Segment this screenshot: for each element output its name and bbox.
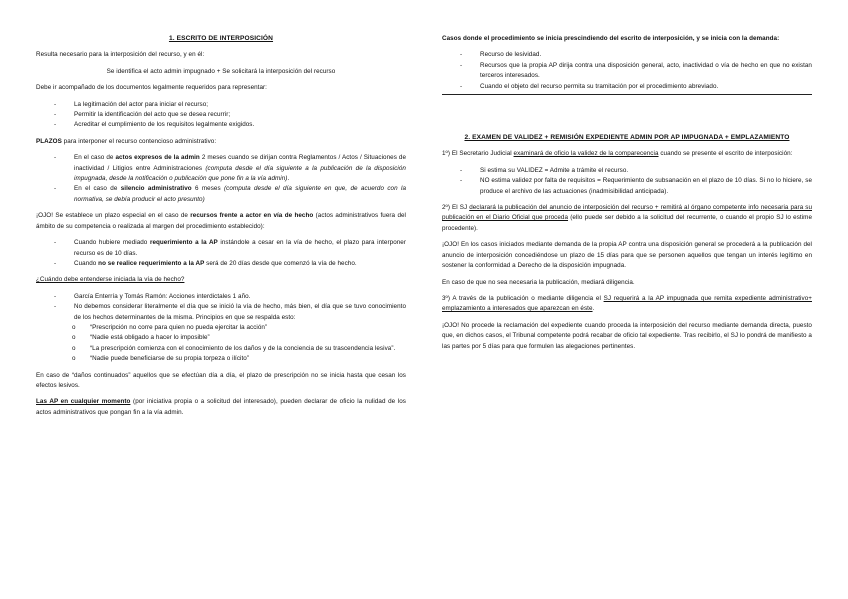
- list-item: o “Nadie puede beneficiarse de su propia torpeza o ilícito”: [36, 354, 406, 364]
- emphasis: recursos frente a actor en vía de hecho: [190, 212, 314, 220]
- text: .: [592, 305, 595, 313]
- italic-note: (computa desde el día siguiente en que, de acuerdo con la normativa, se debía producir el acto presunto): [74, 185, 406, 203]
- text: cuando se presente el escrito de interposición:: [658, 150, 793, 158]
- validez-list: [442, 166, 812, 197]
- question-heading: ¿Cuándo debe entenderse iniciada la vía de hecho?: [36, 276, 185, 284]
- list-item: [36, 184, 406, 205]
- text: será de 20 días desde que comenzó la vía de hecho.: [204, 259, 357, 267]
- intro-paragraph: Resulta necesario para la interposición del recurso, y en él:: [36, 51, 205, 59]
- list-item: - NO estima validez por falta de requisitos = Requerimiento de subsanación en el plazo de 10 días. Si no lo hiciere, se produce el archivo de las actuaciones (inadmisibilidad anticipada).: [442, 176, 812, 197]
- centered-statement: Se identifica el acto admin impugnado + Se solicitará la interposición del recurso: [106, 67, 336, 75]
- list-item: - Acreditar el cumplimiento de los requisitos legalmente exigidos.: [36, 120, 406, 130]
- casos-list: [442, 50, 812, 92]
- underlined: declarará la publicación del anuncio de interposición del recurso + remitirá al órgano competente info necesaria para su publicación en el Diario Oficial que proceda: [442, 204, 812, 222]
- step-2: [442, 203, 812, 234]
- step-3: [442, 294, 812, 315]
- step-1: [442, 149, 812, 159]
- left-column: [36, 30, 406, 424]
- text: instándole a cesar en la vía de hecho, el plazo para interponer recurso es de 10 días.: [74, 239, 406, 257]
- text: Cuando: [74, 259, 99, 267]
- text: (ello puede ser debido a la solicitud del recurrente, o cuando el propio SJ lo estime procedente).: [442, 214, 812, 232]
- list-item: [36, 259, 406, 269]
- danos-paragraph: En caso de “daños continuados” aquellos que se efectúan día a día, el plazo de prescripción no se inicia hasta que cesan los efectos lesivos.: [36, 371, 406, 389]
- casos-heading: Casos donde el procedimiento se inicia prescindiendo del escrito de interposición, y se inicia con la demanda:: [442, 35, 780, 42]
- list-item: - Recursos que la propia AP dirija contra una disposición general, acto, inactividad o vía de hecho en que no existan terceros interesados.: [442, 61, 812, 82]
- emphasis: no se realice requerimiento a la AP: [98, 259, 205, 267]
- section-title-1: 1. ESCRITO DE INTERPOSICIÓN: [168, 35, 274, 42]
- underlined: SJ requerirá a la AP impugnada que remita expediente administrativo+ emplazamiento a interesados que aparezcan en éste: [442, 294, 812, 313]
- list-item: - No debemos considerar literalmente el día que se inició la vía de hecho, más bien, el día que se tuvo conocimiento de los hechos determinantes de la misma. Principios en que se respalda esto:: [36, 302, 406, 323]
- list-item: [36, 238, 406, 259]
- docs-list: [36, 100, 406, 131]
- underlined: examinará de oficio la validez de la comparecencia: [513, 150, 659, 158]
- plazos-heading: [36, 137, 406, 147]
- text: En el caso de: [74, 185, 121, 193]
- section-title-2: 2. EXAMEN DE VALIDEZ + REMISIÓN EXPEDIENTE ADMIN POR AP IMPUGNADA + EMPLAZAMIENTO: [464, 134, 790, 142]
- emphasis: Las AP en cualquier momento: [36, 398, 131, 406]
- diligencia-paragraph: En caso de que no sea necesaria la publicación, mediará diligencia.: [442, 278, 635, 286]
- list-item: - Cuando el objeto del recurso permita su tramitación por el procedimiento abreviado.: [442, 82, 812, 92]
- plazos-text: para interponer el recurso contencioso administrativo:: [61, 137, 217, 145]
- emphasis: requerimiento a la AP: [149, 239, 218, 247]
- text: 2º) El SJ: [442, 204, 470, 212]
- list-item: - García Enterría y Tomás Ramón: Acciones interdictales 1 año.: [36, 292, 406, 302]
- requerimiento-list: [36, 238, 406, 269]
- list-item: - La legitimación del actor para iniciar el recurso;: [36, 100, 406, 110]
- right-column: [442, 30, 812, 358]
- ojo-paragraph: [36, 211, 406, 232]
- text: 3º) A través de la publicación o mediante diligencia el: [442, 294, 604, 302]
- docs-intro: Debe ir acompañado de los documentos legalmente requeridos para representar:: [36, 84, 267, 92]
- list-item: - Recurso de lesividad.: [442, 50, 812, 60]
- text: (por iniciativa propia o a solicitud del interesado), pueden declarar de oficio la nulidad de los actos administrativos que pongan fin a la vía admin.: [36, 398, 406, 416]
- plazos-list: [36, 153, 406, 205]
- text: Cuando hubiere mediado: [74, 239, 150, 247]
- list-item: o “La prescripción comienza con el conocimiento de los daños y de la conciencia de su trascendencia lesiva”.: [36, 344, 406, 354]
- text: En el caso de: [74, 154, 116, 162]
- list-item: o “Prescripción no corre para quien no pueda ejercitar la acción”: [36, 323, 406, 333]
- list-item: - Permitir la identificación del acto que se desea recurrir;: [36, 110, 406, 120]
- text: 1º) El Secretario Judicial: [442, 150, 514, 158]
- text: 6 meses: [191, 185, 224, 193]
- list-item: [36, 153, 406, 184]
- text: ¡OJO! Se establece un plazo especial en el caso de: [36, 212, 191, 220]
- plazos-label: PLAZOS: [36, 137, 62, 145]
- emphasis: silencio administrativo: [120, 185, 192, 193]
- emphasis: actos expresos de la admin: [115, 154, 200, 162]
- italic-note: (computa desde el día siguiente a la publicación de la disposición impugnada, desde la notificación o publicación que pone fin a la vía admin): [74, 164, 406, 183]
- text: .: [287, 175, 290, 183]
- list-item: o “Nadie está obligado a hacer lo imposible”: [36, 333, 406, 343]
- ojo-paragraph-3: ¡OJO! No procede la reclamación del expediente cuando proceda la interposición del recurso mediante demanda directa, puesto que, en dichos casos, el Tribunal competente podrá recabar de oficio tal expediente. Tras recibirlo, el SJ lo pondrá de manifiesto a las partes por 5 días para que formulen las alegaciones pertinentes.: [442, 321, 812, 350]
- text: 2 meses cuando se dirijan contra Reglamentos / Actos / Situaciones de inactividad / Litigios entre Administraciones: [74, 154, 406, 172]
- question-list: [36, 292, 406, 323]
- divider: [442, 94, 812, 95]
- ojo-paragraph-2: ¡OJO! En los casos iniciados mediante demanda de la propia AP contra una disposición general se procederá a la publicación del anuncio de interposición concediéndose un plazo de 15 días para que se personen aquellos que tengan un interés legítimo en sostener la conformidad a Derecho de la disposición impugnada.: [442, 241, 812, 270]
- text: (actos administrativos fuera del ámbito de su competencia o realizada al margen del procedimiento establecido):: [36, 212, 406, 230]
- principles-list: [36, 323, 406, 365]
- list-item: - Si estima su VALIDEZ = Admite a trámite el recurso.: [442, 166, 812, 176]
- ap-paragraph: [36, 397, 406, 418]
